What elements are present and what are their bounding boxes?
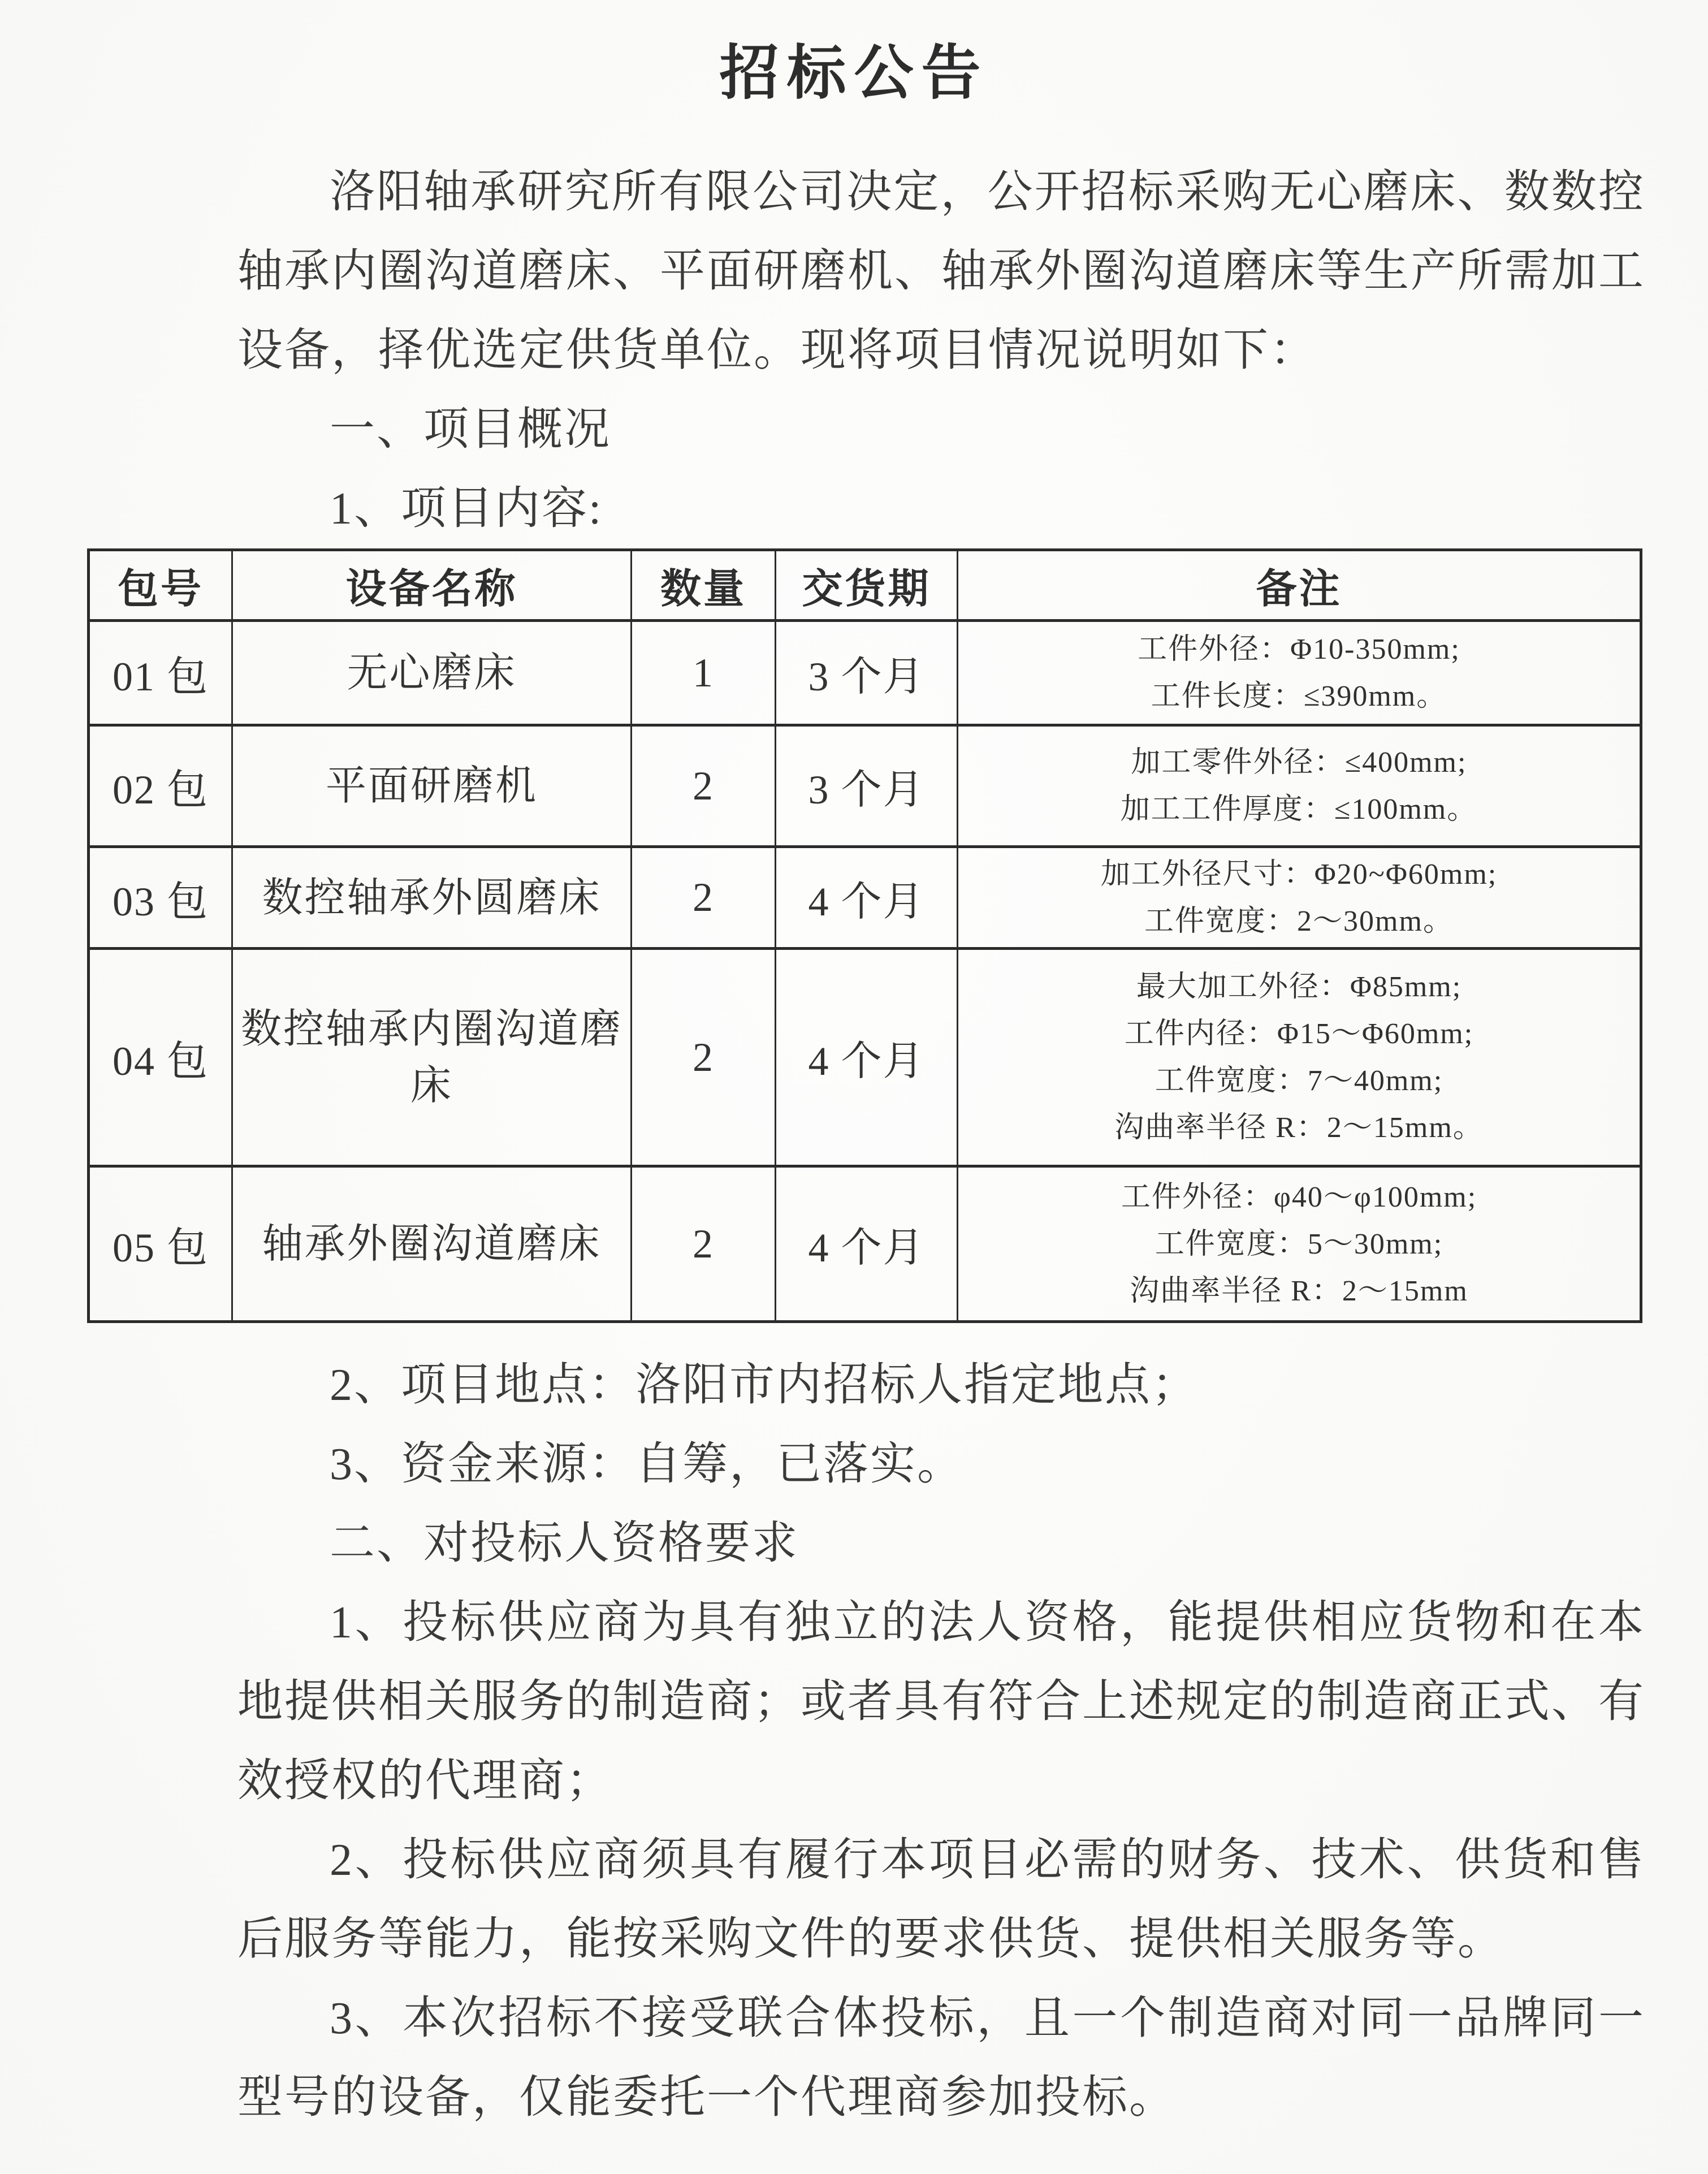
remark-line: 加工零件外径：≤400mm; [1131, 746, 1467, 779]
table-row [89, 949, 1641, 1166]
table-row [89, 621, 1641, 725]
quantity-cell: 2 [632, 847, 776, 949]
equipment-cell: 数控轴承外圆磨床 [232, 847, 632, 949]
header-equipment-name: 设备名称 [232, 550, 632, 621]
package-cell: 01 包 [89, 621, 232, 725]
sub1-heading: 1、项目内容: [330, 484, 603, 534]
remarks-cell [958, 1166, 1641, 1322]
delivery-cell: 3 个月 [776, 725, 958, 847]
package-cell: 02 包 [89, 725, 232, 847]
remark-line: 工件宽度：7～40mm; [1154, 1065, 1443, 1097]
equipment-cell: 轴承外圈沟道磨床 [232, 1166, 632, 1322]
section2-heading: 二、对投标人资格要求 [330, 1519, 799, 1568]
table-header-row [89, 550, 1641, 621]
quantity-cell: 2 [632, 949, 776, 1166]
remark-line: 工件长度：≤390mm。 [1151, 680, 1447, 712]
remark-line: 沟曲率半径 R：2～15mm。 [1114, 1112, 1484, 1144]
remarks-cell [958, 725, 1641, 847]
delivery-cell: 4 个月 [776, 847, 958, 949]
project-content-table [87, 548, 1642, 1323]
equipment-cell: 平面研磨机 [232, 725, 632, 847]
page-title: 招标公告 [719, 40, 989, 106]
header-package: 包号 [89, 550, 232, 621]
remark-line: 工件内径：Φ15～Φ60mm; [1124, 1018, 1474, 1050]
header-delivery: 交货期 [776, 550, 958, 621]
remark-line: 工件外径：Φ10-350mm; [1138, 633, 1460, 665]
remark-line: 工件宽度：5～30mm; [1154, 1228, 1443, 1260]
item2-location: 2、项目地点：洛阳市内招标人指定地点； [330, 1360, 1199, 1410]
quantity-cell: 1 [632, 621, 776, 725]
header-remarks: 备注 [958, 550, 1641, 621]
header-quantity: 数量 [632, 550, 776, 621]
remark-line: 工件外径：φ40～φ100mm; [1121, 1181, 1477, 1213]
package-cell: 04 包 [89, 949, 232, 1166]
delivery-cell: 3 个月 [776, 621, 958, 725]
remarks-cell [958, 847, 1641, 949]
remark-line: 最大加工外径：Φ85mm; [1136, 971, 1462, 1003]
equipment-cell: 数控轴承内圈沟道磨床 [232, 949, 632, 1166]
table-row [89, 725, 1641, 847]
remarks-cell [958, 621, 1641, 725]
requirement-3: 3、本次招标不接受联合体投标，且一个制造商对同一品牌同一型号的设备，仅能委托一个代理商参加投标。 [237, 1994, 1645, 2123]
package-cell: 03 包 [89, 847, 232, 949]
delivery-cell: 4 个月 [776, 1166, 958, 1322]
section1-heading: 一、项目概况 [330, 405, 611, 455]
remark-line: 沟曲率半径 R：2～15mm [1130, 1274, 1468, 1307]
table-row [89, 847, 1641, 949]
item3-funding: 3、资金来源：自筹，已落实。 [330, 1440, 964, 1489]
quantity-cell: 2 [632, 1166, 776, 1322]
requirement-2: 2、投标供应商须具有履行本项目必需的财务、技术、供货和售后服务等能力，能按采购文件的要求供货、提供相关服务等。 [237, 1835, 1645, 1964]
equipment-cell: 无心磨床 [232, 621, 632, 725]
table-row [89, 1166, 1641, 1322]
intro-paragraph: 洛阳轴承研究所有限公司决定，公开招标采购无心磨床、数数控轴承内圈沟道磨床、平面研磨机、轴承外圈沟道磨床等生产所需加工设备，择优选定供货单位。现将项目情况说明如下： [237, 167, 1645, 375]
quantity-cell: 2 [632, 725, 776, 847]
remark-line: 工件宽度：2～30mm。 [1144, 905, 1454, 937]
package-cell: 05 包 [89, 1166, 232, 1322]
remark-line: 加工工件厚度：≤100mm。 [1120, 793, 1478, 825]
remark-line: 加工外径尺寸：Φ20~Φ60mm; [1100, 858, 1498, 891]
remarks-cell [958, 949, 1641, 1166]
delivery-cell: 4 个月 [776, 949, 958, 1166]
requirement-1: 1、投标供应商为具有独立的法人资格，能提供相应货物和在本地提供相关服务的制造商；或者具有符合上述规定的制造商正式、有效授权的代理商； [237, 1598, 1645, 1806]
